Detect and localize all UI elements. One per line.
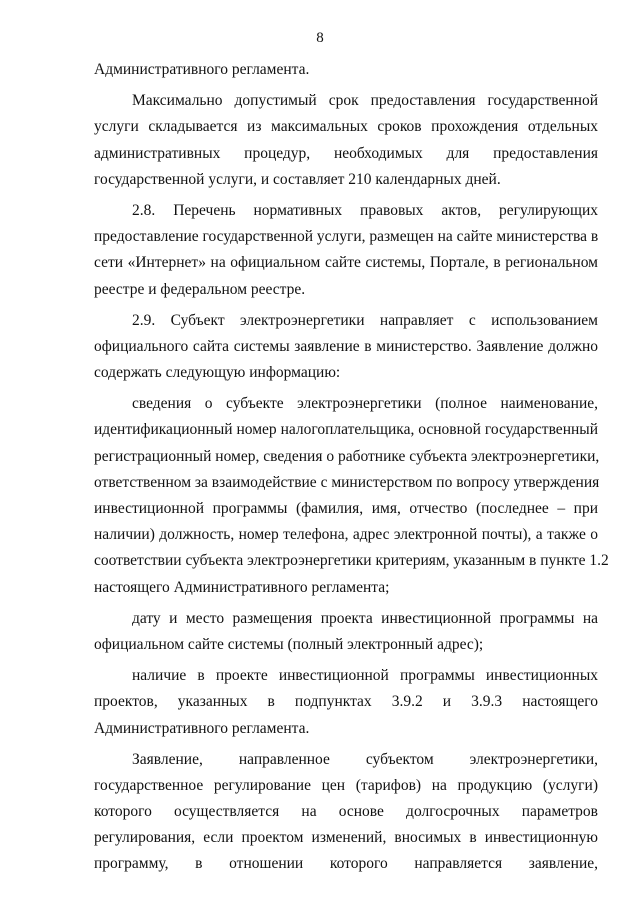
text-line: 2.8. Перечень нормативных правовых актов, регулирующих — [132, 201, 598, 219]
text-line: программу, в отношении которого направляется заявление, — [94, 855, 598, 873]
text-line: проектов, указанных в подпунктах 3.9.2 и 3.9.3 настоящего — [94, 693, 598, 711]
document-body — [94, 57, 609, 878]
text-line: наличии) должность, номер телефона, адрес электронной почты), а также о — [94, 526, 598, 544]
text-line: государственное регулирование цен (тарифов) на продукцию (услуги) — [94, 776, 598, 794]
text-line: регистрационный номер, сведения о работнике субъекта электроэнергетики, — [94, 447, 600, 465]
text-line: содержать следующую информацию: — [94, 364, 341, 382]
text-line: реестре и федеральном реестре. — [94, 280, 306, 298]
text-line: 2.9. Субъект электроэнергетики направляет с использованием — [132, 311, 598, 329]
text-line: соответствии субъекта электроэнергетики критериям, указанным в пункте 1.2 — [94, 552, 609, 570]
text-line: предоставление государственной услуги, размещен на сайте министерства в — [94, 228, 599, 246]
text-line: государственной услуги, и составляет 210 календарных дней. — [94, 170, 501, 188]
text-line: инвестиционной программы (фамилия, имя, отчество (последнее – при — [94, 500, 598, 517]
text-line: ответственном за взаимодействие с министерством по вопросу утверждения — [94, 473, 600, 491]
text-line: сети «Интернет» на официальном сайте системы, Портале, в региональном — [94, 254, 598, 272]
text-line: наличие в проекте инвестиционной программы инвестиционных — [132, 667, 598, 685]
text-line: Максимально допустимый срок предоставления государственной — [132, 92, 598, 110]
text-line: регулирования, если проектом изменений, вносимых в инвестиционную — [94, 829, 598, 847]
page-number: 8 — [316, 30, 324, 46]
text-line: официальном сайте системы (полный электронный адрес); — [94, 635, 484, 653]
text-line: идентификационный номер налогоплательщика, основной государственный — [94, 421, 598, 439]
text-line: которого осуществляется на основе долгосрочных параметров — [94, 803, 598, 821]
text-line: услуги складывается из максимальных сроков прохождения отдельных — [94, 118, 598, 136]
text-line: дату и место размещения проекта инвестиционной программы на — [132, 609, 598, 627]
text-line: сведения о субъекте электроэнергетики (полное наименование, — [132, 395, 598, 413]
text-line: Заявление, направленное субъектом электроэнергетики, — [132, 750, 598, 768]
text-line: Административного регламента. — [94, 61, 310, 78]
text-line: административных процедур, необходимых для предоставления — [94, 144, 598, 162]
text-line: настоящего Административного регламента; — [94, 578, 390, 596]
text-line: Административного регламента. — [94, 719, 310, 737]
text-line: официального сайта системы заявление в министерство. Заявление должно — [94, 337, 598, 355]
